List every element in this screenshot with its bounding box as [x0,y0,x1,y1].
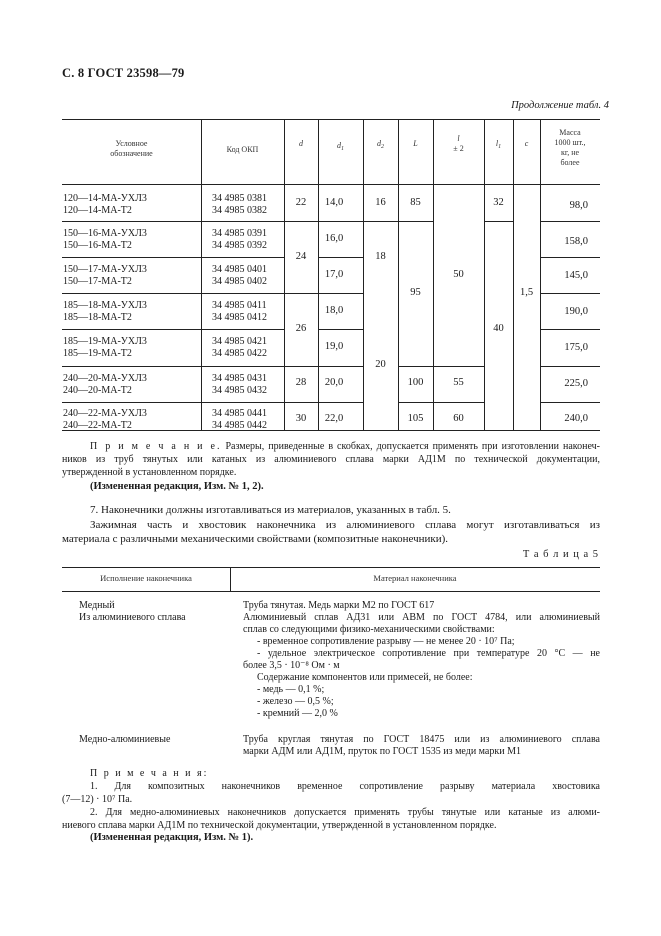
col-sep [513,119,514,430]
cell-d1: 22,0 [324,413,344,424]
table-5-notes [62,767,600,832]
cell-l1: 32 [493,197,504,208]
row-sep [433,366,484,367]
code: 34 4985 0431 [212,373,267,384]
header-l-letter: l [457,134,460,143]
row-sep [363,221,398,222]
row-sep [540,293,600,294]
material-line: более 3,5 · 10⁻⁸ Ом · м [243,660,340,671]
okp-code [212,408,267,431]
cell-mass: 240,0 [564,413,588,424]
designation: 240—22-МА-УХЛ3 [63,408,147,419]
code: 34 4985 0401 [212,264,267,275]
edition-note: (Измененная редакция, Изм. № 1). [90,832,254,843]
cell-mass: 175,0 [564,342,588,353]
header-code: Код ОКП [226,145,259,154]
code: 34 4985 0382 [212,204,267,216]
col-sep [363,119,364,430]
execution-cell: Медный [79,600,115,611]
cell-mass: 145,0 [564,270,588,281]
notes-label: П р и м е ч а н и я: [90,768,209,779]
execution-cell: Медно-алюминиевые [79,734,171,745]
cell-d: 22 [295,197,307,208]
row-sep [62,366,284,367]
code: 34 4985 0432 [212,384,267,396]
row-sep [318,402,363,403]
material-cell [243,734,600,758]
material-line: Труба круглая тянутая по ГОСТ 18475 или из алюминиевого сплава [243,734,600,745]
cell-L: 85 [410,197,421,208]
material-cell: Труба тянутая. Медь марки М2 по ГОСТ 617 [243,600,435,611]
row-sep [62,257,284,258]
cell-d: 28 [295,377,307,388]
row-sep [318,366,363,367]
paragraph-7 [62,503,600,547]
table-top-border [62,119,600,120]
note-text: ниевого сплава марки АД1М по технической документации, утвержденной в установленном порядке. [62,820,497,831]
table-row [63,373,147,396]
material-line: сплав со следующими физико-механическими свойствами: [243,624,495,635]
header-L: L [413,139,418,148]
designation: 185—19-МА-УХЛ3 [63,336,147,347]
table-row [63,228,147,251]
designation: 150—17-МА-УХЛ3 [63,264,147,275]
table-continuation-label: Продолжение табл. 4 [511,100,609,111]
cell-d1: 14,0 [324,197,344,208]
header-l [433,134,484,154]
row-sep [318,257,363,258]
row-sep [540,257,600,258]
edition-note: (Измененная редакция, Изм. № 1, 2). [90,481,264,492]
header-d1-letter: d [337,141,341,150]
table-5-title: Т а б л и ц а 5 [522,549,599,560]
note-text: ников из труб тянутых или катаных из алюминиевого сплава марки АД1М по технической документации, [62,454,600,465]
header-l1 [484,139,513,152]
row-sep [433,402,484,403]
row-sep [284,366,318,367]
material-line: марки АДМ или АД1М, пруток по ГОСТ 1535 из меди марки М1 [243,746,521,757]
row-sep [62,329,284,330]
row-sep [284,293,318,294]
cell-l1: 40 [493,323,504,334]
okp-code [212,228,267,251]
table-row [63,264,147,287]
header-material: Материал наконечника [373,573,457,583]
material-cell [243,612,600,720]
row-sep [540,402,600,403]
cell-d1: 18,0 [324,305,344,316]
cell-l: 50 [453,269,464,280]
row-sep [540,221,600,222]
material-line: - кремний — 2,0 % [257,708,338,719]
header-line: обозначение [110,149,153,158]
row-sep [318,329,363,330]
cell-d1: 17,0 [324,269,344,280]
code: 34 4985 0441 [212,408,267,419]
table-4-note [62,440,600,479]
designation: 185—18-МА-УХЛ3 [63,300,147,311]
note-text: Размеры, приведенные в скобках, допускается применять при изготовлении наконеч- [225,441,601,452]
table-header-border [62,591,600,592]
cell-L: 100 [407,377,424,388]
header-designation [62,139,201,159]
material-line: Содержание компонентов или примесей, не более: [257,672,473,683]
designation: 120—14-МА-Т2 [63,204,132,216]
row-sep [398,221,433,222]
designation: 240—22-МА-Т2 [63,419,132,431]
cell-d1: 16,0 [324,233,344,244]
cell-l: 60 [453,413,464,424]
header-l1-sub: 1 [498,144,502,150]
note-text: утвержденной в установленном порядке. [62,467,237,478]
material-line: - железо — 0,5 %; [257,696,334,707]
designation: 240—20-МА-Т2 [63,384,132,396]
table-header-border [62,184,600,185]
row-sep [284,221,318,222]
header-c: c [524,139,529,148]
header-mass [540,128,600,168]
row-sep [540,366,600,367]
row-sep [484,221,513,222]
okp-code [212,336,267,359]
header-d2-sub: 2 [381,144,384,150]
row-sep [398,402,433,403]
col-sep [484,119,485,430]
cell-c: 1,5 [519,287,534,298]
row-sep [62,221,284,222]
execution-cell: Из алюминиевого сплава [79,612,186,623]
row-sep [62,293,284,294]
designation: 185—19-МА-Т2 [63,347,132,359]
paragraph-line: материала с различными механическими свойствами (композитные наконечники). [62,533,449,545]
cell-d: 30 [295,413,307,424]
note-text: (7—12) · 10⁷ Па. [62,794,133,805]
header-d: d [299,139,303,148]
header-line: Условное [115,139,148,148]
code: 34 4985 0412 [212,311,267,323]
table-top-border [62,567,600,568]
page-title: С. 8 ГОСТ 23598—79 [62,66,185,80]
header-d2-letter: d [377,139,381,148]
row-sep [318,293,363,294]
designation: 240—20-МА-УХЛ3 [63,373,147,384]
designation: 185—18-МА-Т2 [63,311,132,323]
code: 34 4985 0402 [212,275,267,287]
material-line: - временное сопротивление разрыву — не менее 20 · 10⁷ Па; [257,636,515,647]
paragraph-line: 7. Наконечники должны изготавливаться из материалов, указанных в табл. 5. [90,504,451,516]
cell-L: 95 [410,287,421,298]
row-sep [398,366,433,367]
cell-d2: 20 [375,359,386,370]
cell-mass: 225,0 [564,378,588,389]
row-sep [540,329,600,330]
header-d2 [363,139,398,152]
header-line: 1000 шт., [554,138,586,147]
note-text: 2. Для медно-алюминиевых наконечников допускается применять трубы тянутые или катаные из алюми- [90,807,600,818]
table-row [63,193,147,216]
okp-code [212,193,267,216]
okp-code [212,264,267,287]
cell-d2: 18 [375,251,386,262]
cell-d2: 16 [375,197,386,208]
cell-mass: 98,0 [569,200,588,211]
paragraph-line: Зажимная часть и хвостовик наконечника из алюминиевого сплава могут изготавливаться из [90,518,600,531]
cell-d: 24 [295,251,307,262]
designation: 120—14-МА-УХЛ3 [63,193,147,204]
header-line: Масса [559,128,581,137]
cell-L: 105 [407,413,424,424]
designation: 150—17-МА-Т2 [63,275,132,287]
cell-mass: 190,0 [564,306,588,317]
designation: 150—16-МА-УХЛ3 [63,228,147,239]
row-sep [318,221,363,222]
code: 34 4985 0411 [212,300,267,311]
header-l-tolerance: ± 2 [453,144,464,153]
note-label: П р и м е ч а н и е. [90,441,222,452]
header-l1-letter: l [495,139,499,148]
code: 34 4985 0422 [212,347,267,359]
code: 34 4985 0392 [212,239,267,251]
okp-code [212,300,267,323]
code: 34 4985 0381 [212,193,267,204]
row-sep [284,402,318,403]
header-line: кг, не [560,148,580,157]
cell-mass: 158,0 [564,236,588,247]
table-row [63,336,147,359]
material-line: Алюминиевый сплав АД31 или АВМ по ГОСТ 4784, или алюминиевый [243,612,600,623]
code: 34 4985 0442 [212,419,267,431]
material-line: - медь — 0,1 %; [257,684,325,695]
header-d1-sub: 1 [341,146,344,152]
cell-d: 26 [295,323,307,334]
table-row [63,300,147,323]
code: 34 4985 0421 [212,336,267,347]
cell-d1: 20,0 [324,377,344,388]
okp-code [212,373,267,396]
header-line: более [560,158,580,167]
row-sep [62,402,284,403]
cell-d1: 19,0 [324,341,344,352]
note-text: 1. Для композитных наконечников временное сопротивление разрыву материала хвостовика [90,781,600,792]
material-line: - удельное электрическое сопротивление при температуре 20 °С — не [257,648,600,659]
cell-l: 55 [453,377,464,388]
code: 34 4985 0391 [212,228,267,239]
header-d1 [318,141,363,154]
col-sep [201,119,202,430]
table-row [63,408,147,431]
designation: 150—16-МА-Т2 [63,239,132,251]
header-execution: Исполнение наконечника [100,573,192,583]
